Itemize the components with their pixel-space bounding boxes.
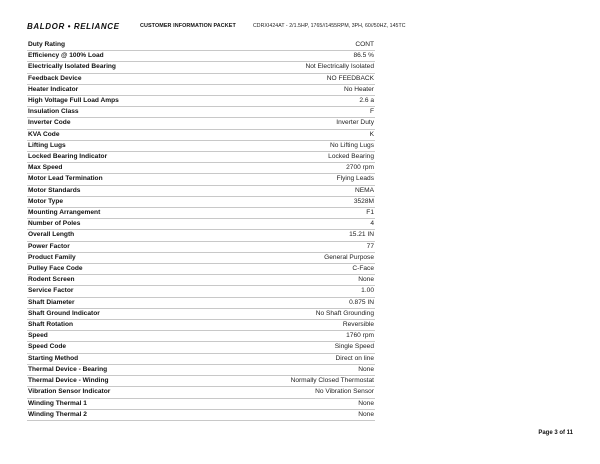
spec-label: Shaft Rotation	[27, 320, 238, 331]
spec-row	[27, 96, 375, 107]
spec-row	[27, 152, 375, 163]
spec-value: 2.6 a	[238, 96, 375, 107]
specifications-body	[27, 40, 375, 420]
spec-label: KVA Code	[27, 129, 238, 140]
spec-label: Starting Method	[27, 353, 238, 364]
spec-row	[27, 208, 375, 219]
spec-label: Feedback Device	[27, 73, 238, 84]
spec-row	[27, 62, 375, 73]
spec-label: Mounting Arrangement	[27, 208, 238, 219]
spec-label: Lifting Lugs	[27, 140, 238, 151]
spec-row	[27, 398, 375, 409]
page-header	[27, 19, 587, 33]
spec-label: Product Family	[27, 252, 238, 263]
spec-row	[27, 353, 375, 364]
spec-row	[27, 320, 375, 331]
spec-value: None	[238, 364, 375, 375]
spec-row	[27, 129, 375, 140]
spec-row	[27, 308, 375, 319]
spec-label: Overall Length	[27, 230, 238, 241]
spec-value: 3528M	[238, 196, 375, 207]
spec-row	[27, 107, 375, 118]
spec-value: No Shaft Grounding	[238, 308, 375, 319]
spec-value: 0.875 IN	[238, 297, 375, 308]
spec-label: Locked Bearing Indicator	[27, 152, 238, 163]
spec-row	[27, 409, 375, 420]
spec-label: Power Factor	[27, 241, 238, 252]
spec-value: None	[238, 409, 375, 420]
specifications-table	[27, 40, 375, 421]
spec-value: CONT	[238, 40, 375, 51]
spec-value: F1	[238, 208, 375, 219]
spec-label: Inverter Code	[27, 118, 238, 129]
spec-value: General Purpose	[238, 252, 375, 263]
spec-value: F	[238, 107, 375, 118]
spec-label: Pulley Face Code	[27, 264, 238, 275]
spec-row	[27, 174, 375, 185]
spec-value: K	[238, 129, 375, 140]
spec-row	[27, 73, 375, 84]
page-number: Page 3 of 11	[538, 430, 573, 436]
spec-label: Number of Poles	[27, 219, 238, 230]
spec-label: Rodent Screen	[27, 275, 238, 286]
spec-label: Winding Thermal 1	[27, 398, 238, 409]
spec-label: Duty Rating	[27, 40, 238, 51]
spec-row	[27, 230, 375, 241]
spec-value: Not Electrically Isolated	[238, 62, 375, 73]
spec-label: Insulation Class	[27, 107, 238, 118]
spec-value: Reversible	[238, 320, 375, 331]
spec-value: None	[238, 398, 375, 409]
spec-row	[27, 219, 375, 230]
spec-row	[27, 264, 375, 275]
spec-label: Thermal Device - Winding	[27, 376, 238, 387]
spec-label: Shaft Diameter	[27, 297, 238, 308]
spec-row	[27, 196, 375, 207]
spec-value: Single Speed	[238, 342, 375, 353]
spec-row	[27, 163, 375, 174]
spec-row	[27, 387, 375, 398]
spec-value: 15.21 IN	[238, 230, 375, 241]
spec-value: 2700 rpm	[238, 163, 375, 174]
spec-row	[27, 331, 375, 342]
spec-value: 86.5 %	[238, 51, 375, 62]
spec-label: Speed Code	[27, 342, 238, 353]
spec-value: Inverter Duty	[238, 118, 375, 129]
baldor-reliance-logo: BALDOR • RELIANCE	[27, 21, 120, 31]
spec-label: Winding Thermal 2	[27, 409, 238, 420]
spec-value: 77	[238, 241, 375, 252]
spec-value: NEMA	[238, 185, 375, 196]
spec-row	[27, 40, 375, 51]
spec-label: Speed	[27, 331, 238, 342]
spec-value: Normally Closed Thermostat	[238, 376, 375, 387]
spec-value: No Vibration Sensor	[238, 387, 375, 398]
spec-value: No Heater	[238, 84, 375, 95]
model-description: CDRXI424AT - 2/1.5HP, 1765//1455RPM, 3PH, 60//50HZ, 145TC	[253, 23, 406, 29]
spec-row	[27, 297, 375, 308]
spec-label: Motor Standards	[27, 185, 238, 196]
spec-value: None	[238, 275, 375, 286]
spec-row	[27, 185, 375, 196]
spec-label: Electrically Isolated Bearing	[27, 62, 238, 73]
spec-row	[27, 51, 375, 62]
spec-value: Locked Bearing	[238, 152, 375, 163]
spec-row	[27, 286, 375, 297]
spec-value: C-Face	[238, 264, 375, 275]
spec-row	[27, 118, 375, 129]
spec-label: Motor Type	[27, 196, 238, 207]
spec-row	[27, 275, 375, 286]
packet-title: CUSTOMER INFORMATION PACKET	[140, 23, 236, 29]
spec-row	[27, 376, 375, 387]
spec-label: Vibration Sensor Indicator	[27, 387, 238, 398]
spec-label: Efficiency @ 100% Load	[27, 51, 238, 62]
spec-value: Direct on line	[238, 353, 375, 364]
spec-label: High Voltage Full Load Amps	[27, 96, 238, 107]
spec-value: No Lifting Lugs	[238, 140, 375, 151]
spec-value: Flying Leads	[238, 174, 375, 185]
spec-label: Heater Indicator	[27, 84, 238, 95]
spec-label: Motor Lead Termination	[27, 174, 238, 185]
spec-value: NO FEEDBACK	[238, 73, 375, 84]
spec-row	[27, 252, 375, 263]
spec-value: 1.00	[238, 286, 375, 297]
spec-label: Service Factor	[27, 286, 238, 297]
spec-label: Shaft Ground Indicator	[27, 308, 238, 319]
spec-value: 4	[238, 219, 375, 230]
spec-label: Max Speed	[27, 163, 238, 174]
spec-value: 1760 rpm	[238, 331, 375, 342]
spec-row	[27, 84, 375, 95]
spec-row	[27, 342, 375, 353]
spec-row	[27, 140, 375, 151]
spec-label: Thermal Device - Bearing	[27, 364, 238, 375]
spec-row	[27, 364, 375, 375]
spec-row	[27, 241, 375, 252]
